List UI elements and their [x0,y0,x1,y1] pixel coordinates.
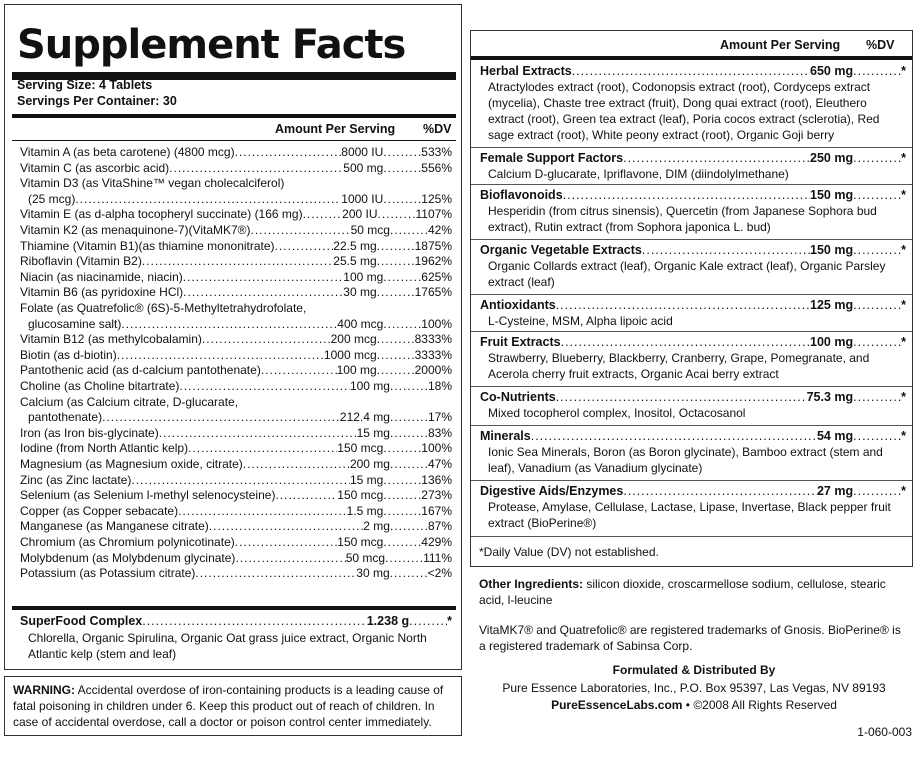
blend-amount: 54 mg [816,429,854,443]
nutrient-amount: 200 IU [342,207,378,222]
blend-name: Herbal Extracts [480,64,572,78]
nutrient-dv: 100% [421,316,452,331]
nutrient-dv: 167% [421,503,452,518]
nutrient-row [20,426,452,441]
blend-dv: * [901,298,906,312]
blend-group-header [480,428,906,444]
nutrient-amount: 1000 mcg [323,347,377,362]
nutrient-row [20,457,452,472]
blend-amount: 100 mg [810,335,854,349]
nutrient-name: Vitamin E (as d-alpha tocopheryl succinate) (166 mg) [20,207,303,222]
blend-group-header [480,334,906,350]
blend-amount: 125 mg [810,298,854,312]
group-divider [471,425,912,426]
blend-dv: * [901,390,906,404]
trademark-note: VitaMK7® and Quatrefolic® are registered trademarks of Gnosis. BioPerine® is a registered trademark of Sabinsa Corp. [479,623,901,653]
nutrient-dv: 533% [421,145,452,159]
superfood-desc: Chlorella, Organic Spirulina, Organic Oat grass juice extract, Organic North Atlantic kelp (stem and leaf) [28,631,427,661]
nutrient-row [20,176,452,191]
superfood-amount: 1.238 g [366,614,410,628]
superfood-rule [12,606,456,610]
nutrient-name: Vitamin B12 (as methylcobalamin) [20,332,202,347]
nutrient-row [20,473,452,488]
company-address: Pure Essence Laboratories, Inc., P.O. Box 95397, Las Vegas, NV 89193 [502,681,886,695]
blend-group-header [480,63,906,79]
blend-group [480,334,906,382]
blend-dv: * [901,151,906,165]
nutrient-row [20,535,452,550]
nutrient-name: Biotin (as d-biotin) [20,347,117,362]
nutrient-amount: 30 mg [343,285,377,300]
blend-dv: * [901,484,906,498]
right-dv-header: %DV [866,38,895,52]
blend-group [480,428,906,476]
blend-name: Female Support Factors [480,151,624,165]
blend-ingredients: Organic Collards extract (leaf), Organic Kale extract (leaf), Organic Parsley extract (leaf) [488,259,886,289]
nutrient-dv: 136% [421,472,452,487]
blend-name: Organic Vegetable Extracts [480,243,642,257]
nutrient-row [20,145,452,160]
nutrient-row [20,332,452,347]
nutrient-dv: 111% [423,550,452,565]
blend-ingredients: Protease, Amylase, Cellulase, Lactase, Lipase, Invertase, Black pepper fruit extract (BioPerine®) [488,500,891,530]
website-link[interactable]: PureEssenceLabs.com [551,698,683,712]
nutrient-row [20,223,452,238]
nutrient-name: Pantothenic acid (as d-calcium pantothenate) [20,363,261,378]
nutrient-amount: 1.5 mg [346,503,384,518]
blend-amount: 27 mg [816,484,854,498]
nutrient-amount: 200 mcg [330,332,377,347]
nutrient-row [20,395,452,410]
website-line [479,697,909,713]
nutrient-dv: 42% [427,223,452,237]
nutrient-row [20,551,452,566]
right-rule [471,56,912,60]
right-amount-header: Amount Per Serving [720,38,841,52]
nutrient-name: Copper (as Copper sebacate) [20,503,179,518]
group-divider [471,480,912,481]
nutrient-row [20,239,452,254]
group-divider [471,386,912,387]
nutrient-row [20,270,452,285]
nutrient-row [20,192,452,207]
blend-ingredients: Ionic Sea Minerals, Boron (as Boron glycinate), Bamboo extract (stem and leaf), Vanadium (as Vanadium glycinate) [488,445,883,475]
nutrient-row [20,379,452,394]
formulated-by: Formulated & Distributed By [612,663,776,677]
nutrient-amount: 22.5 mg [333,238,377,253]
nutrient-row [20,566,452,581]
blend-group [480,297,906,329]
nutrient-amount: 400 mcg [337,316,384,331]
servings-per-container: Servings Per Container: 30 [17,94,177,108]
blend-amount: 75.3 mg [806,390,854,404]
nutrient-name: Molybdenum (as Molybdenum glycinate) [20,550,236,565]
nutrient-dv: 1765% [414,285,452,300]
nutrient-dv: 556% [421,160,452,175]
blend-dv: * [901,188,906,202]
group-divider [471,331,912,332]
nutrient-row [20,254,452,269]
nutrient-name: Chromium (as Chromium polynicotinate) [20,535,235,549]
blend-ingredients: Strawberry, Blueberry, Blackberry, Cranberry, Grape, Pomegranate, and Acerola cherry fruit extracts, Organic Acai berry extract [488,351,870,381]
blend-name: Co-Nutrients [480,390,556,404]
blend-group-header [480,242,906,258]
nutrient-amount: 2 mg [363,519,390,534]
nutrient-amount: 50 mcg [345,550,386,565]
nutrient-name: (25 mcg) [28,191,76,206]
blend-name: Fruit Extracts [480,335,561,349]
nutrient-dv: 8333% [414,332,452,347]
blend-amount: 250 mg [810,151,854,165]
nutrient-dv: 1875% [414,238,452,253]
blend-amount: 150 mg [810,188,854,202]
nutrient-amount: 150 mcg [337,488,384,503]
blend-ingredients: L-Cysteine, MSM, Alpha lipoic acid [488,314,673,328]
blend-group [480,242,906,290]
nutrient-name: Potassium (as Potassium citrate) [20,566,196,581]
group-divider [471,147,912,148]
nutrient-amount: 150 mcg [337,535,384,549]
nutrient-name: Folate (as Quatrefolic® (6S)-5-Methyltetrahydrofolate, [20,301,307,315]
blend-name: Minerals [480,429,531,443]
nutrient-name: Choline (as Choline bitartrate) [20,379,180,393]
nutrient-name: Manganese (as Manganese citrate) [20,519,209,534]
nutrient-name: Thiamine (Vitamin B1)(as thiamine mononitrate) [20,238,275,253]
nutrient-amount: 1000 IU [341,191,384,206]
thin-rule [12,140,456,141]
blend-group [480,63,906,143]
blend-group-header [480,297,906,313]
nutrient-dv: 3333% [414,347,452,362]
blend-ingredients: Hesperidin (from citrus sinensis), Quercetin (from Japanese Sophora bud extract), Rutin extract (from Sophora japonica L. bud) [488,204,877,234]
blend-group-header [480,150,906,166]
superfood-row [20,614,452,629]
nutrient-dv: 2000% [414,363,452,378]
blend-group [480,389,906,421]
warning-box [4,676,462,736]
nutrient-amount: 30 mg [356,566,390,581]
dv-header: %DV [423,122,452,136]
nutrient-row [20,504,452,519]
nutrient-amount: 15 mg [349,472,384,487]
nutrient-name: Zinc (as Zinc lactate) [20,472,132,487]
blend-group [480,150,906,182]
nutrient-dv: 47% [427,457,452,471]
nutrient-dv: 429% [421,535,452,549]
nutrient-name: Vitamin A (as beta carotene) (4800 mcg) [20,145,235,159]
nutrient-row [20,301,452,316]
nutrient-dv: <2% [427,566,452,581]
blend-amount: 650 mg [810,64,854,78]
nutrient-row [20,317,452,332]
blend-group [480,187,906,235]
blend-dv: * [901,243,906,257]
superfood-dv: * [447,614,452,628]
page-title: Supplement Facts [17,22,406,68]
blend-dv: * [901,335,906,349]
nutrient-name: Selenium (as Selenium l-methyl selenocysteine) [20,488,276,503]
dv-note: *Daily Value (DV) not established. [479,545,659,559]
nutrient-amount: 8000 IU [341,145,384,159]
nutrient-name: Iodine (from North Atlantic kelp) [20,441,189,456]
nutrient-amount: 50 mcg [350,223,390,237]
nutrient-row [20,410,452,425]
group-divider [471,239,912,240]
product-code: 1-060-003 [857,725,912,739]
amount-header: Amount Per Serving [275,122,396,136]
nutrient-row [20,207,452,222]
blend-dv: * [901,64,906,78]
nutrient-amount: 500 mg [343,160,384,175]
nutrient-amount: 100 mg [336,363,377,378]
group-divider [471,536,912,537]
nutrient-dv: 1962% [414,254,452,269]
blend-name: Antioxidants [480,298,556,312]
blend-ingredients: Mixed tocopherol complex, Inositol, Octacosanol [488,406,746,420]
blend-dv: * [901,429,906,443]
blend-group-header [480,187,906,203]
nutrient-name: glucosamine salt) [28,316,122,331]
blend-group-header [480,483,906,499]
blend-group-header [480,389,906,405]
nutrient-row [20,363,452,378]
nutrient-amount: 15 mg [356,425,390,440]
medium-rule [12,114,456,118]
nutrient-name: Vitamin D3 (as VitaShine™ vegan cholecalciferol) [20,176,285,191]
nutrient-dv: 1107% [415,207,452,222]
other-text: silicon dioxide, croscarmellose sodium, cellulose, stearic acid, l-leucine [479,577,886,607]
superfood-name: SuperFood Complex [20,614,143,628]
serving-size: Serving Size: 4 Tablets [17,78,153,92]
group-divider [471,184,912,185]
nutrient-name: Niacin (as niacinamide, niacin) [20,269,183,284]
blend-group [480,483,906,531]
nutrient-dv: 17% [427,410,452,425]
nutrient-amount: 200 mg [349,457,390,471]
nutrient-row [20,519,452,534]
blend-name: Digestive Aids/Enzymes [480,484,624,498]
nutrient-amount: 100 mg [349,379,390,393]
nutrient-dv: 125% [421,191,452,206]
warning-label: WARNING: [13,683,75,697]
other-label: Other Ingredients: [479,577,584,591]
nutrient-name: Iron (as Iron bis-glycinate) [20,425,159,440]
nutrient-row [20,161,452,176]
nutrient-name: pantothenate) [28,410,103,425]
blend-amount: 150 mg [810,243,854,257]
nutrient-dv: 87% [427,519,452,534]
nutrient-row [20,441,452,456]
nutrient-row [20,285,452,300]
nutrient-row [20,488,452,503]
nutrient-row [20,348,452,363]
nutrient-dv: 83% [427,425,452,440]
nutrient-name: Riboflavin (Vitamin B2) [20,254,142,269]
nutrient-name: Vitamin K2 (as menaquinone-7)(VitaMK7®) [20,223,251,237]
nutrient-name: Vitamin C (as ascorbic acid) [20,160,170,175]
copyright: • ©2008 All Rights Reserved [682,698,837,712]
nutrient-name: Magnesium (as Magnesium oxide, citrate) [20,457,243,471]
blend-name: Bioflavonoids [480,188,563,202]
blend-ingredients: Atractylodes extract (root), Codonopsis extract (root), Cordyceps extract (mycelia), Chaste tree extract (fruit), Dong quai extract (root), Eleuthero extract (root), Green tea extract (leaf), Poria cocos extract (sclerotia), Red sage extract (root), White peony extract (root), Organic Goji berry [488,80,880,142]
nutrient-dv: 625% [421,269,452,284]
blend-ingredients: Calcium D-glucarate, Ipriflavone, DIM (diindolylmethane) [488,167,789,181]
nutrient-amount: 150 mcg [337,441,384,456]
nutrient-amount: 212.4 mg [339,410,390,425]
nutrient-dv: 18% [427,379,452,393]
other-ingredients [479,576,909,608]
nutrient-dv: 273% [421,488,452,503]
nutrient-name: Vitamin B6 (as pyridoxine HCl) [20,285,184,300]
nutrient-amount: 100 mg [343,269,384,284]
nutrient-dv: 100% [421,441,452,456]
nutrient-amount: 25.5 mg [333,254,377,269]
nutrient-name: Calcium (as Calcium citrate, D-glucarate, [20,394,239,409]
group-divider [471,294,912,295]
warning-text: Accidental overdose of iron-containing products is a leading cause of fatal poisoning in children under 6. Keep this product out of reach of children. In case of accidental overdose, call a doctor or poison control center immediately. [13,683,444,729]
